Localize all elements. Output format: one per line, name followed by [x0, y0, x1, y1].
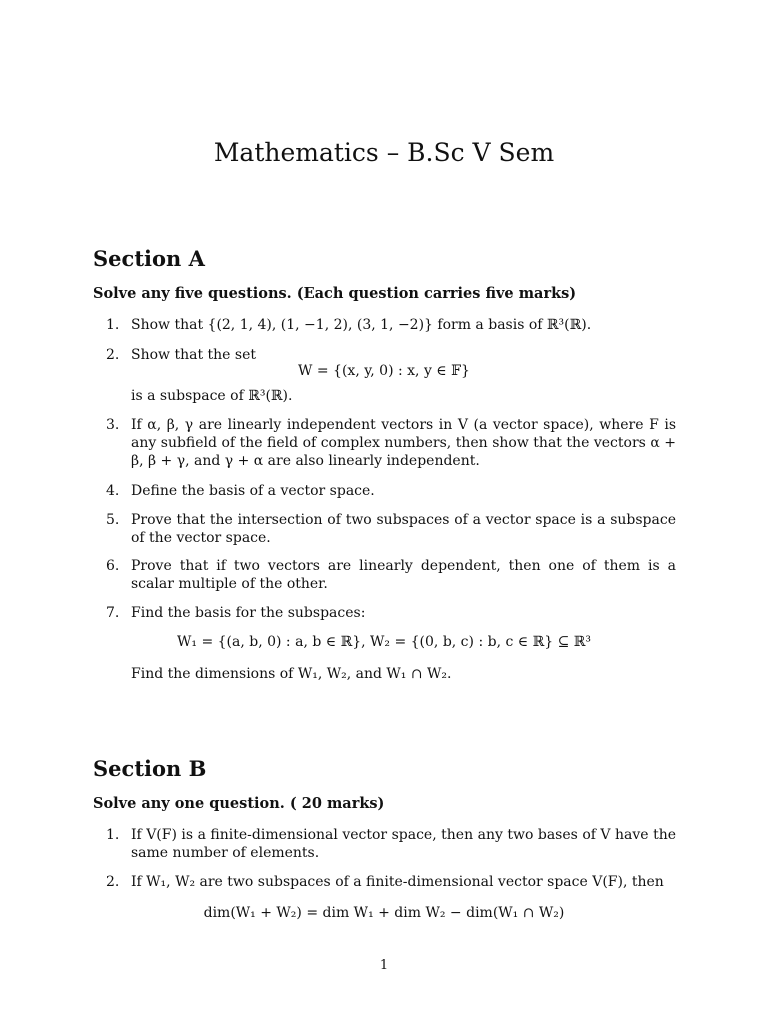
section-a-question-7 [106, 604, 676, 622]
question-text: Prove that the intersection of two subspaces of a vector space is a subspace of the vector space. [131, 512, 676, 546]
question-text: Find the basis for the subspaces: [131, 605, 366, 621]
question-text: If W₁, W₂ are two subspaces of a finite-dimensional vector space V(F), then [131, 874, 664, 890]
question-text: If α, β, γ are linearly independent vectors in V (a vector space), where F is any subfield of the field of complex numbers, then show that the vectors α + β, β + γ, and γ + α are also linearly independent. [131, 417, 676, 469]
question-2-display-math: W = {(x, y, 0) : x, y ∈ 𝔽} [298, 363, 470, 379]
question-text: Show that {(2, 1, 4), (1, −1, 2), (3, 1, −2)} form a basis of ℝ³(ℝ). [131, 317, 592, 333]
section-b-instruction: Solve any one question. ( 20 marks) [93, 795, 385, 812]
section-b-question-1 [106, 826, 676, 862]
page-number: 1 [379, 958, 389, 973]
section-a-question-6 [106, 557, 676, 593]
question-text: Show that the set [131, 347, 257, 363]
section-a-question-4 [106, 482, 676, 500]
question-number: 7. [106, 605, 120, 621]
section-a-question-1 [106, 316, 676, 334]
section-b-question-2 [106, 873, 676, 891]
question-7-followup: Find the dimensions of W₁, W₂, and W₁ ∩ W₂. [131, 666, 452, 682]
question-number: 6. [106, 558, 120, 574]
section-b-heading: Section B [93, 756, 207, 781]
question-number: 4. [106, 483, 120, 499]
section-a-question-5 [106, 511, 676, 547]
question-number: 5. [106, 512, 120, 528]
section-b-question-2-display-math: dim(W₁ + W₂) = dim W₁ + dim W₂ − dim(W₁ ∩ W₂) [203, 905, 565, 921]
question-7-display-math: W₁ = {(a, b, 0) : a, b ∈ ℝ}, W₂ = {(0, b, c) : b, c ∈ ℝ} ⊆ ℝ³ [177, 634, 591, 650]
question-number: 3. [106, 417, 120, 433]
document-title: Mathematics – B.Sc V Sem [213, 138, 555, 167]
question-number: 2. [106, 347, 120, 363]
question-number: 1. [106, 317, 120, 333]
question-text: Define the basis of a vector space. [131, 483, 375, 499]
question-text: If V(F) is a finite-dimensional vector space, then any two bases of V have the same number of elements. [131, 827, 676, 861]
section-a-question-2 [106, 346, 676, 364]
section-a-heading: Section A [93, 246, 205, 271]
question-text: Prove that if two vectors are linearly dependent, then one of them is a scalar multiple of the other. [131, 558, 676, 592]
question-number: 1. [106, 827, 120, 843]
question-2-followup: is a subspace of ℝ³(ℝ). [131, 388, 293, 404]
section-a-instruction: Solve any five questions. (Each question carries five marks) [93, 285, 577, 302]
question-number: 2. [106, 874, 120, 890]
section-a-question-3 [106, 416, 676, 470]
